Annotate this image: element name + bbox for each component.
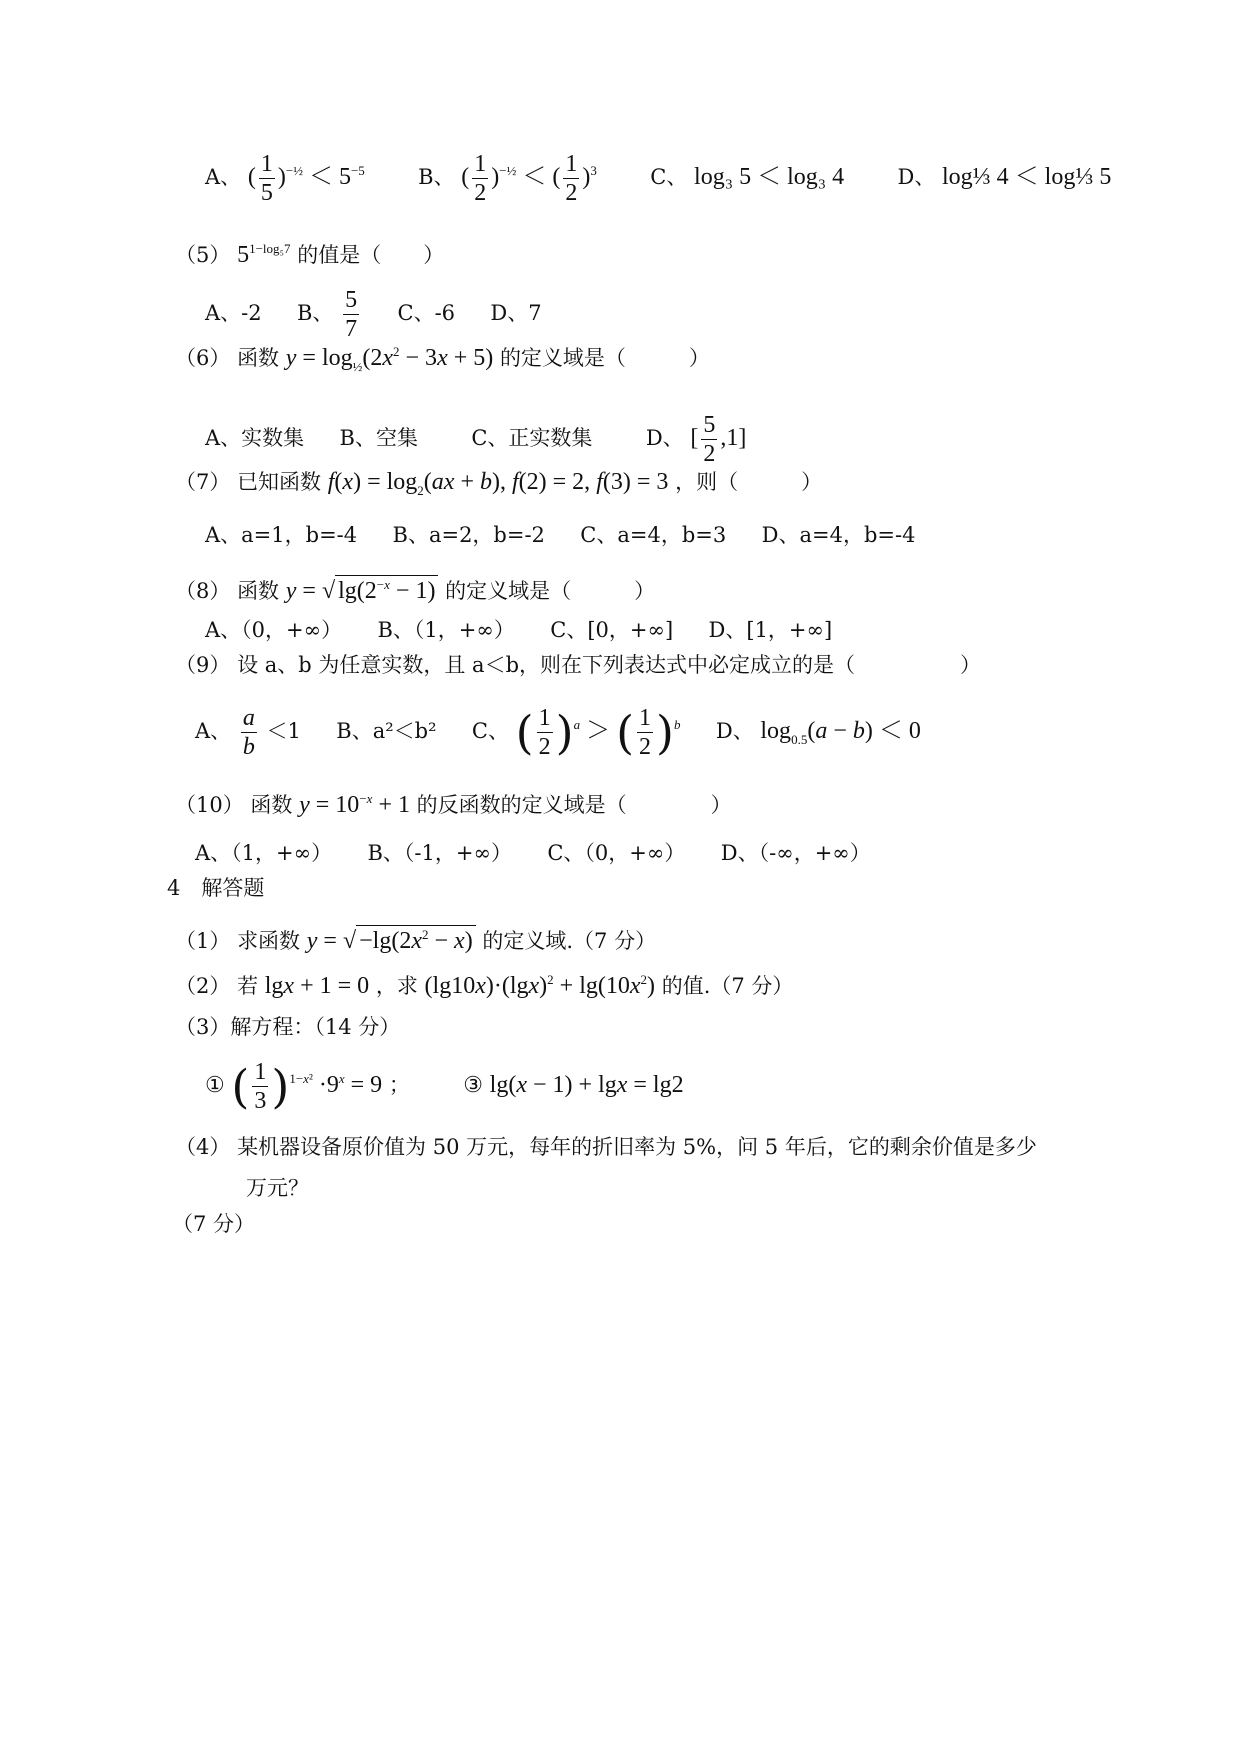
s4-problem-2 [175,973,793,998]
q8-number: （8） [175,579,231,603]
q9-option-d-math: $\log_{0.5}(a - b) < 0$ [760,718,921,747]
s4-p1-suffix: 的定义域.（7 分） [482,929,657,953]
q7-suffix: ，则（ ） [675,470,823,494]
q8-option-a: A、（0，+∞） [205,618,343,642]
q8-option-c: C、[0，+∞] [550,618,674,642]
s4-p1-expression: y = √ $-\lg(2x^2 - x)$ [307,928,476,954]
q7-option-b: B、a=2，b=-2 [392,523,545,547]
q5-stem [175,242,444,267]
q8-stem [175,575,655,603]
s4-p2-mid: ，求 [375,974,418,998]
s4-p2-prefix: 若 [237,974,259,998]
s4-problem-3: （3）解方程：（14 分） [175,1015,401,1039]
q6-stem [175,345,710,373]
q10-option-b: B、（-1，+∞） [367,841,512,865]
s4-p3-equation-1: ( $\frac{1}{3}$ )$^{1-x^2} \cdot 9^x = 9$ [231,1059,383,1114]
q9-stem [175,655,981,676]
q7-option-c: C、a=4，b=3 [580,523,727,547]
s4-p1-number: （1） [175,929,231,953]
q6-number: （6） [175,346,231,370]
q5-options-row [205,288,542,341]
q6-option-a: A、实数集 [205,426,305,451]
q9-option-a-label: A、 [195,719,232,744]
circled-three-icon: ③ [463,1073,483,1099]
q9-option-a-suffix: ＜1 [266,719,301,744]
q5-option-b-label: B、 [297,301,334,325]
q10-expression: $y = 10^{-x} + 1$ [299,791,410,818]
q4-options-row [205,152,1111,205]
q7-expression: $f(x) = \log_2(ax + b)$, f(2) = 2, f(3) = 3 [327,469,669,498]
q8-option-d: D、[1，+∞] [708,618,833,642]
q4-option-c-label: C、 [650,165,688,190]
q9-number: （9） [175,653,231,677]
s4-problem-4-line2: 万元？ [246,1176,309,1200]
q6-option-c: C、正实数集 [471,426,593,451]
circled-one-icon: ① [205,1073,225,1099]
q5-expression: $5^{1-log_57}$ [237,241,291,268]
s4-p2-expression: $(\lg 10x)\cdot(\lg x)^2 + \lg(10x^2)$ [424,972,656,999]
s4-p1-prefix: 求函数 [237,929,301,953]
q9-option-d-label: D、 [715,719,754,744]
s4-p4-number: （4） [175,1135,231,1159]
q4-option-c-math: log₃ 5 ＜ log₃ 4 [694,164,845,191]
q8-options-row [205,620,832,641]
q8-expression: y = √ $\lg(2^{-x} - 1)$ [286,578,439,604]
q4-option-b-label: B、 [418,165,455,190]
section4-title: 4 解答题 [167,876,265,900]
q10-options-row [195,843,871,864]
q6-suffix: 的定义域是（ ） [499,346,710,370]
q5-suffix: 的值是（ ） [297,243,445,267]
q4-option-d-label: D、 [897,165,936,190]
q8-prefix: 函数 [237,579,280,603]
q5-option-c: C、-6 [397,301,456,325]
q10-option-d: D、（-∞，+∞） [720,841,871,865]
q10-suffix: 的反函数的定义域是（ ） [416,793,732,817]
q5-option-d: D、7 [490,301,542,325]
q10-stem [175,792,732,817]
s4-problem-4-score: （7 分） [172,1212,256,1236]
q4-option-a-math: ( $\frac{1}{5}$ )$^{-\frac{1}{2}} < 5^{-5}$ [247,151,365,206]
s4-p2-condition: lgx + 1 = 0 [264,973,370,999]
q7-prefix: 已知函数 [237,470,322,494]
q7-options-row [205,525,915,546]
q7-stem [175,470,822,497]
q5-number: （5） [175,243,231,267]
q6-expression: $y = \log_{\frac{1}{2}}(2x^2 - 3x + 5)$ [285,344,494,374]
q4-option-b-math: ( $\frac{1}{2}$ )$^{-\frac{1}{2}}$ ＜ ( $\frac{1}{2}$ )$^3$ [461,151,597,206]
q6-option-b: B、空集 [339,426,418,451]
q7-number: （7） [175,470,231,494]
q10-number: （10） [175,793,244,817]
q5-option-a: A、-2 [205,301,262,325]
q10-prefix: 函数 [250,793,293,817]
s4-p2-number: （2） [175,974,231,998]
q7-option-d: D、a=4，b=-4 [761,523,916,547]
s4-problem-4-line1 [175,1137,1037,1158]
q5-option-b-fraction: $\frac{5}{7}$ [345,287,358,342]
s4-p2-suffix: 的值.（7 分） [661,974,794,998]
q8-option-b: B、（1，+∞） [377,618,515,642]
q9-option-c-label: C、 [471,719,509,744]
s4-p3-equations [205,1060,684,1113]
s4-problem-1 [175,925,656,953]
s4-p3-equation-3: lg(x − 1) + lgx = lg2 [489,1072,684,1099]
q9-option-a-fraction: $\frac{a}{b}$ [242,705,255,761]
q9-option-c-math: ( $\frac{1}{2}$ )$^a$ ＞ ( $\frac{1}{2}$ )$^b$ [515,705,681,760]
q6-options-row [205,413,746,466]
q4-option-d-math: log⅓ 4 ＜ log⅓ 5 [942,164,1112,191]
q9-option-b: B、a²＜b² [336,719,437,744]
s4-p3-separator: ； [388,1073,410,1098]
q10-option-c: C、（0，+∞） [547,841,686,865]
q6-option-d-math: [ $\frac{5}{2}$ ,1] [690,412,747,467]
q6-option-d-label: D、 [645,426,684,451]
q9-options-row [195,706,921,759]
q10-option-a: A、（1，+∞） [195,841,333,865]
q9-text: 设 a、b 为任意实数，且 a＜b，则在下列表达式中必定成立的是（ ） [237,653,982,677]
q8-suffix: 的定义域是（ ） [445,579,656,603]
q6-prefix: 函数 [237,346,280,370]
q7-option-a: A、a=1，b=-4 [205,523,358,547]
q4-option-a-label: A、 [205,165,242,190]
s4-p4-text-line1: 某机器设备原价值为 50 万元，每年的折旧率为 5%，问 5 年后，它的剩余价值是多少 [237,1135,1037,1159]
